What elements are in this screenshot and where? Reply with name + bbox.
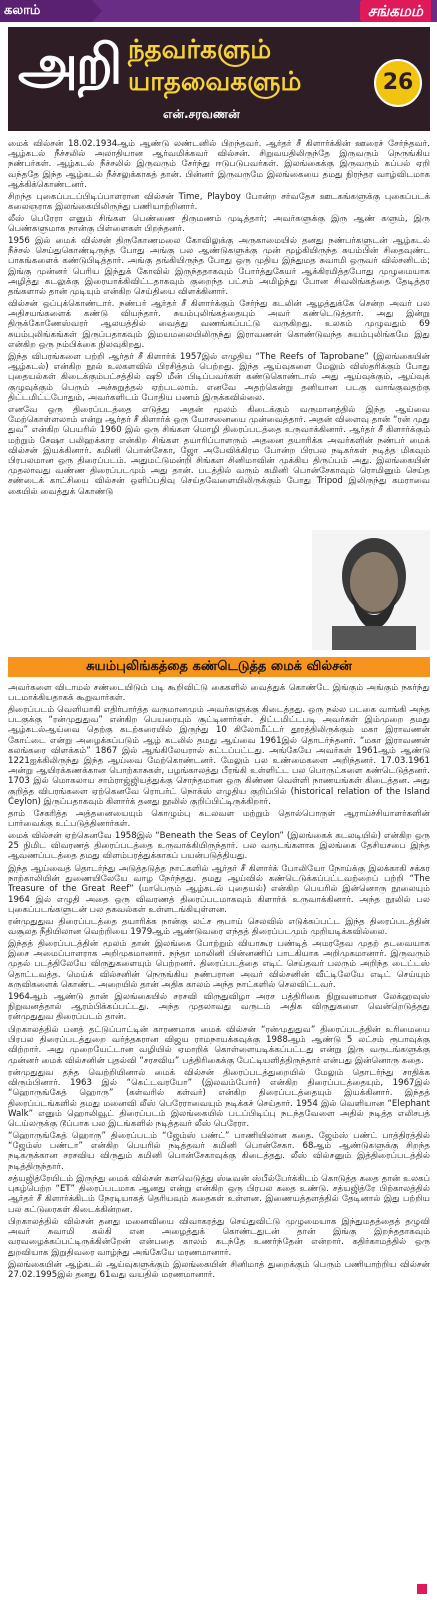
section-heading-banner: சுயம்புலிங்கத்தை கண்டெடுத்த மைக் வில்சன் [8, 657, 430, 677]
title-big-word: அறி [18, 33, 121, 96]
title-line-1: ந்தவர்களும் [128, 35, 272, 65]
paragraph: இந்த ஆய்வைத் தொடர்ந்து அடுத்தடுத்த நாட்களில் ஆர்தர் சீ கிளார்க் போலியோ நோய்க்கு இலக்காகி சக்கர நாற்காலியின் துணையிலேயே வாழ நேர்ந்தது. தமது ஆய்வில் கண்டெடுக்கப்பட்டவற்றைப் பற்றி “The Treasure of the Great Reef” (மாபெரும் ஆழ்கடல் புதையல்) என்கிற பெயரில் இன்னொரு நூலையும் 1964 இல் எழுதி அதை ஒரு விவரணத் திரைப்படமாகவும் கிளார்க் உருவாக்கினார். அந்த நூலில் பல புகைப்படங்களுடன் பல தகவல்கள் உள்ளடங்கியுள்ளன. [8, 864, 430, 915]
end-mark [417, 1584, 427, 1594]
paragraph: மைக் வில்சன் 18.02.1934ஆம் ஆண்டு லண்டனில் பிறந்தவர். ஆர்தர் சீ கிளார்க்கின் ஊரைச் சேர்ந்தவர். ஆழ்கடல் நீச்சலில் அலாதியான ஆர்வமிக்கவர் வில்சன். சிறுவயதிலிருந்தே இருவரும் நெருங்கிய நண்பர்கள். ஆழ்கடல் நீச்சலில் இருவரும் சேர்ந்து ஈடுபடுபவர்கள். இலங்கைக்கு இருவரும் கப்பல் ஏறி வந்ததே இந்த ஆழ்கடல் நீச்சலுக்காகத் தான். பின்னர் இருவருமே இலங்கையை தமது நிரந்தர வாழ்விடமாக ஆக்கிக்கொண்டனர். [8, 139, 430, 190]
issue-number-badge: 26 [374, 59, 422, 107]
paragraph: அவர்களை விடாமல் சண்டையிடும் படி கூறிவிட்டு கைகளில் வைத்துக் கொண்டே இங்கும் அங்கும் நகர்ந்து படமாக்கியதாகக் கூறுவார்கள். [8, 683, 430, 704]
paragraph: பிறகாலத்தில் வில்சன் தனது மனைவியை விவாகரத்து செய்துவிட்டு முழுமையாக இந்துமதத்தைத் தழுவி அவர் சுவாமி கல்கி என அழைத்துக் கொண்டதுடன் தான் இங்கு இறந்ததாகவும் வரவழைக்கப்பட்டிருக்கின்றேன் என்பதை காலம் கடந்தே உணர்ந்தேன் என்றார். கதிர்காமத்தில் ஒரு துறவியாக இறுதிவரை வாழ்ந்து அங்கேயே மரணமானார். [8, 1217, 430, 1258]
portrait-photo [312, 530, 430, 650]
paragraph: இந்த விபரங்களை பற்றி ஆர்தர் சீ கிளார்க் 1957இல் எழுதிய “The Reefs of Taprobane” (இலங்கையின் ஆழ்கடல்) என்கிற நூல் உலகளவில் பிரசித்தம் பெற்றது. இந்த ஆய்வுகளை மேலும் விஸ்தரிக்கும் போது புதையல்கள் கிடைக்கும்பட்சத்தில் ஷூ மீன் பிடிப்பவர்கள் கண்டுகொண்டால் அது ஆய்வுக்கும், ஆய்வுக் குழுவுக்கும் பெரும் அச்சுறுத்தல் ஏற்படலாம். எனவே அதற்கென்று தனியான படகு வாங்குவதற்கு திட்டமிட்டபோதும், அவர்களிடம் போதிய பணம் இருக்கவில்லை. [8, 352, 430, 403]
paragraph: இலங்கையின் ஆழ்கடல் ஆய்வுகளுக்கும் இலங்கையின் சினிமாத் துறைக்கும் பெரும் பணியாற்றிய வில்சன் 27.02.1995இல் தனது 61வது வயதில் மரணமானார். [8, 1260, 430, 1281]
paragraph: ரன்முதுதுவ தந்த வெற்றியினால் மைக் வில்சன் திரைப்படத்துறையில் மேலும் தொடர்ந்து சாதிக்க விரும்பினார். 1963 இல் “கெட்டவரயோ” (இலவம்போர்) என்கிற திரைப்படத்தையும், 1967இல் “ஹொருங்கேத் ஹொரு” (கள்வரில் கள்வர்) என்கிற திரைப்படத்தையும் இயக்கினார். இந்தத் திரைப்படங்களில் தமது மனைவி லீஸ் பெரேராவையும் நடிக்கச் செய்தார். 1954 இல் வெளியான “Elephant Walk” எனும் ஹொலிவூட் திரைப்படம் இலங்கையில் படப்பிடிப்பு நடந்தவேளை அதில் நடித்த எலிசபத் டெய்லருக்கு டூப்பாக பல இடங்களில் நடித்தவர் லீஸ் பெரேரா. [8, 1068, 430, 1130]
title-line-2: யாதவைகளும் [128, 67, 302, 97]
paragraph: சிறந்த புகைப்படப்பிடிப்பாளரான வில்சன் Time, Playboy போன்ற சர்வதேச ஊடகங்களுக்கு புகைப்படக் கலைஞராக இலங்கையிலிருந்து பணியாற்றினார். [8, 192, 430, 213]
section-tag: கலாம் [0, 0, 92, 22]
paragraph: திரைப்படம் வெளியாகி எதிர்பார்த்த வருமானமும் அவர்களுக்கு கிடைத்தது. ஒரு நல்ல படகை வாங்கி அந்த படகுக்கு “ரன்முதுதுவ” என்கிற பெயரையும் சூட்டினார்கள். திட்டமிட்டபடி அவர்கள் இம்முறை தமது ஆழ்கடல்ஆய்வை தெற்கு கடற்கரையில் இருந்து 10 கிலோமீட்டர் தூரத்திலிருக்கும் மகா இராவணன் கோட்டை என்று அழைக்கப்படும் ஆழ் கடலில் தமது ஆய்வை 1961இல் தொடர்ந்தனர். “மகா இராவணன் கலங்கரை விளக்கம்” 1867 இல் ஆங்கிலேயரால் கட்டப்பட்டது. அங்கேயே அவர்கள் 1961ஆம் ஆண்டு 1221ஐக்கிலிருந்து இந்த ஆய்வை மேற்கொண்டனர். மேலும் பல உண்மைகளை அறிந்தனர். 17.03.1961 அன்று ஆயிரக்கணக்கான பொற்காசுகள், பழங்காலத்து பீரங்கி உள்ளிட்ட பல பொருட்களை கண்டெடுத்தனர். 1703 இல் மொகலாய சாம்ராஜ்ஜியத்துக்கு சொந்தமான ஒரு கிண்ண வெள்ளி நாணயங்கள் கிடைத்தன. அது குறித்த விபரங்களை ஏற்கெனவே ரொபர்ட் நொக்ஸ் எழுதிய குறிப்பில் (historical relation of the Island Ceylon) இருப்பதாகவும் கிளார்க் தனது நூலில் குறிப்பிட்டிருக்கிறார். [8, 705, 430, 807]
author-name: என்.சரவணன் [163, 107, 240, 121]
paragraph: 1956 இல் மைக் வில்சன் திருகோணமலை கோவிலுக்கு அருகாமையில் தனது நண்பர்களுடன் ஆழ்கடல் நீச்சல் செய்துகொண்டிருந்த போது அங்கு பல ஆண்டுகளுக்கு முன் மூழ்கியிருந்த சுயம்பின் சிதைவுண்ட பாகங்களைக் கண்டுபிடித்தார். அங்கு தங்கியிருந்த போது ஒரு முதிய இந்துமத சுவாமி ஒருவர் வில்சனிடம்; இங்கு முன்னர் பெரிய இந்துக் கோவில் இருந்ததாகவும் போர்த்துகேயர் ஆக்கிரமித்தபோது முழுமையாக அழித்து கடலுக்கு இரையாக்கிவிட்டதாகவும் குறைந்த பட்சம் அமிழ்ந்து போன சிவலிங்கத்தை தேடித்தர தங்களால் தான் முடியும் என்கிற செய்தியை விளக்கினார். [8, 236, 430, 298]
paragraph: பிறகாலத்தில் பனத் தட்டுப்பாட்டின் காரணமாக மைக் வில்சன் “ரன்முதுதுவ” திரைப்படத்தின் உரிமையை பிரபல திரைப்படத்துறை வர்த்தகரான விஜய ராமநாயக்கவுக்கு 1988ஆம் ஆண்டு 5 லட்சம் ரூபாவுக்கு விற்றார். அது முறையேட்டான வழியில் ஏமாறிக் கொள்ளையடிக்கப்பட்டது என்று இரு வருடங்களுக்கு முன்னர் மைக் வில்சனின் புதல்வி “சரசவிய” பத்திரிகைக்கு பேட்டியளித்திருந்தார் என்பது இன்னொரு கதை. [8, 1025, 430, 1066]
paragraph: வில்சன் ஒப்புக்கொண்டார். நண்பர் ஆர்தர் சீ கிளார்க்கும் சேர்ந்து கடலின் ஆழத்துக்கே சென்ற அவர் பல அதிசயங்களைக் கண்டு வியந்தார். சுயம்புலிங்கத்தையும் அவர் கண்டெடுத்தார். அது இன்று திருக்கோணேஸ்வரர் ஆலயத்தில் வைத்து வணங்கப்பட்டு வருகிறது. உலகம் முழுவதும் 69 சுயம்புலிங்கங்கள் இருப்பதாகவும் இமயமலையிலிருந்து இராவணன் கொண்டுவந்த சுயம்புலிங்கமே இது என்கிற ஒரு நம்பிக்கை நிலவுகிறது. [8, 299, 430, 350]
paragraph: எனவே ஒரு திரைப்படத்தை எடுத்து அதன் மூலம் கிடைக்கும் வருமானத்தில் இந்த ஆய்வை மேற்கொள்ளலாம் என்று ஆர்தர் சீ கிளார்க் ஒரு யோசனையை முன்வைத்தார். அதன் விளைவு தான் “ரன் முது துவ” என்கிற பெயரில் 1960 இல் ஒரு சிங்கள மொழி திரைப்படத்தை உருவாக்கினார். ஆர்தர் சீ கிளார்க்கும் மற்றும் சேஷா பலிஹக்கார என்கிற சிங்கள தயாரிப்பாளரும் அதனை தயாரிக்க அவர்களின் நண்பர் மைக் வில்சன் இயக்கினார். கமினி பொன்சேகா, ஜோ அபேவிக்கிரம போன்ற பிரபல நடிகர்கள் நடித்த மிகவும் பிரபலமான ஒரு திரைப்படம். அதுமட்டுமன்றி சிங்கள சினிமாவின் முக்கிய திருப்பம் அது. இலங்கையின் முதலாவது வண்ண திரைப்படமும் அது தான். படத்தில் வரும் கமினி பொன்சேகாவும் ரொமினும் செய்த சண்டைக் காட்சியை வில்சன் ஒளிப்பதிவு செய்தவேளையிலிருக்கும் போது Tripod இலிருந்து கமராவை கையில் வைத்துக் கொண்டு [8, 405, 430, 497]
paragraph: மைக் வில்சன் ஏற்கெனவே 1958இல் “Beneath the Seas of Ceylon” (இலங்கைக் கடலடியில்) என்கிற ஒரு 25 நிமிட விவரணத் திரைப்படத்தை உருவாக்கியிருந்தார். பல வருடங்களாக இலங்கை தேசியசபை இந்த ஆவணப்படத்தை தமது விளம்பரத்துக்காகப் பயன்படுத்தியது. [8, 831, 430, 862]
paragraph: சத்யஜித்ரேயிடம் இருந்து மைக் வில்சன் களவெடுத்து ஸ்டீவன் ஸ்பீல்பேர்க்கிடம் கொடுத்த கதை தான் உலகப் புகழ்பெற்ற “ET” திரைப்படமாக ஆனது என்று என்கிற ஒரு பிரபல கதை உண்டு. சத்யஜித்ரே பிற்காலத்தில் ஆர்தர் சீ கிளார்க்கிடம் நேரடியாகத் தெரியவும் கதைகள் உள்ளன. இணையத்தளத்தில் தேடினால் இது பற்றிய பல கட்டுரைகள் கிடைக்கின்றன. [8, 1174, 430, 1215]
paragraph: லீஸ் பெரேரா எனும் சிங்கள பெண்ணை திருமணம் முடித்தார்; அவர்களுக்கு இரு ஆண் களும், இரு பெண்களுமாக நான்கு பிள்ளைகள் பிறந்தனர். [8, 214, 430, 235]
brand-logo: சங்கமம் [360, 0, 431, 22]
paragraph: தாம் சேகரித்த அத்தனையையும் கொழும்பு கடலவள மற்றும் தொல்பொருள் ஆராய்ச்சியாளர்களின் பார்வைக்கு உட்படுத்தினார்கள். [8, 809, 430, 830]
paragraph: ரன்முதுதுவ திரைப்படத்தை தயாரிக்க நான்கு லட்ச ரூபாய் செலவில் எடுக்கப்பட்ட இந்த திரைப்படத்தின் வசூலத நீதியிலான வெற்றியை 1979ஆம் ஆண்டுவரை எந்தத் திரைப்படமும் முறியடிக்கவில்லை. [8, 917, 430, 938]
top-bar [0, 0, 437, 22]
title-banner [8, 27, 430, 131]
paragraph: 1964ஆம் ஆண்டு தான் இலங்கையில் சரசவி விருதுவிழா அரச பத்திரிகை நிறுவனமான லேக்ஹவுஸ் நிறுவனத்தால் ஆரம்பிக்கப்பட்டது. அந்த முதலாவது வருடம் அதிக விருதுகளை வென்றெடுத்தது ரன்முதுதுவ திரைப்படம் தான். [8, 992, 430, 1023]
paragraph: இந்தத் திரைப்படத்தின் மூலம் தான் இலங்கை போற்றும் வியாகூர பண்டித் அமரதேவ முதற் தடவையாக இசை அமைப்பாளராக அறிமுகமானார். நந்தா மாலினி பின்னணிப் பாடகியாக அறிமுகமானார். இருவரும் முதல் படத்திலேயே விருதுகளையும் பெற்றனர். திரைப்படத்தை எடிட் செய்தவர் பலரும் அறிந்த டைட்டஸ் தொட்டவத்த. மெய்க் வில்சனின் நெருங்கிய நண்பரான அவர் வில்சனின் வீட்டிலேயே எடிட் செய்யும் கருவிகளைக் கொண்ட அறையில் தான் அதிக காலம் அந்த நாட்களில் செலவிட்டவர். [8, 939, 430, 990]
paragraph: “ஹொருங்கேத் ஹொரு” திரைப்படம் “ஜேம்ஸ் பண்ட்” பாணியிலான கதை. ஜேம்ஸ் பண்ட் பாத்திரத்தில் “ஜேம்ஸ் பண்டா” என்கிற பெயரில் நடித்தவர் கமினி பொன்சேகா. 68ஆம் ஆண்டுகளுக்கு சிறந்த நடிகருக்கான சரசவிய விருதும் கமினி பொன்சேகாவுக்கு கிடைத்தது. லீஸ் வில்சனும் இத்திரைப்படத்தில் நடித்திருந்தார். [8, 1131, 430, 1172]
